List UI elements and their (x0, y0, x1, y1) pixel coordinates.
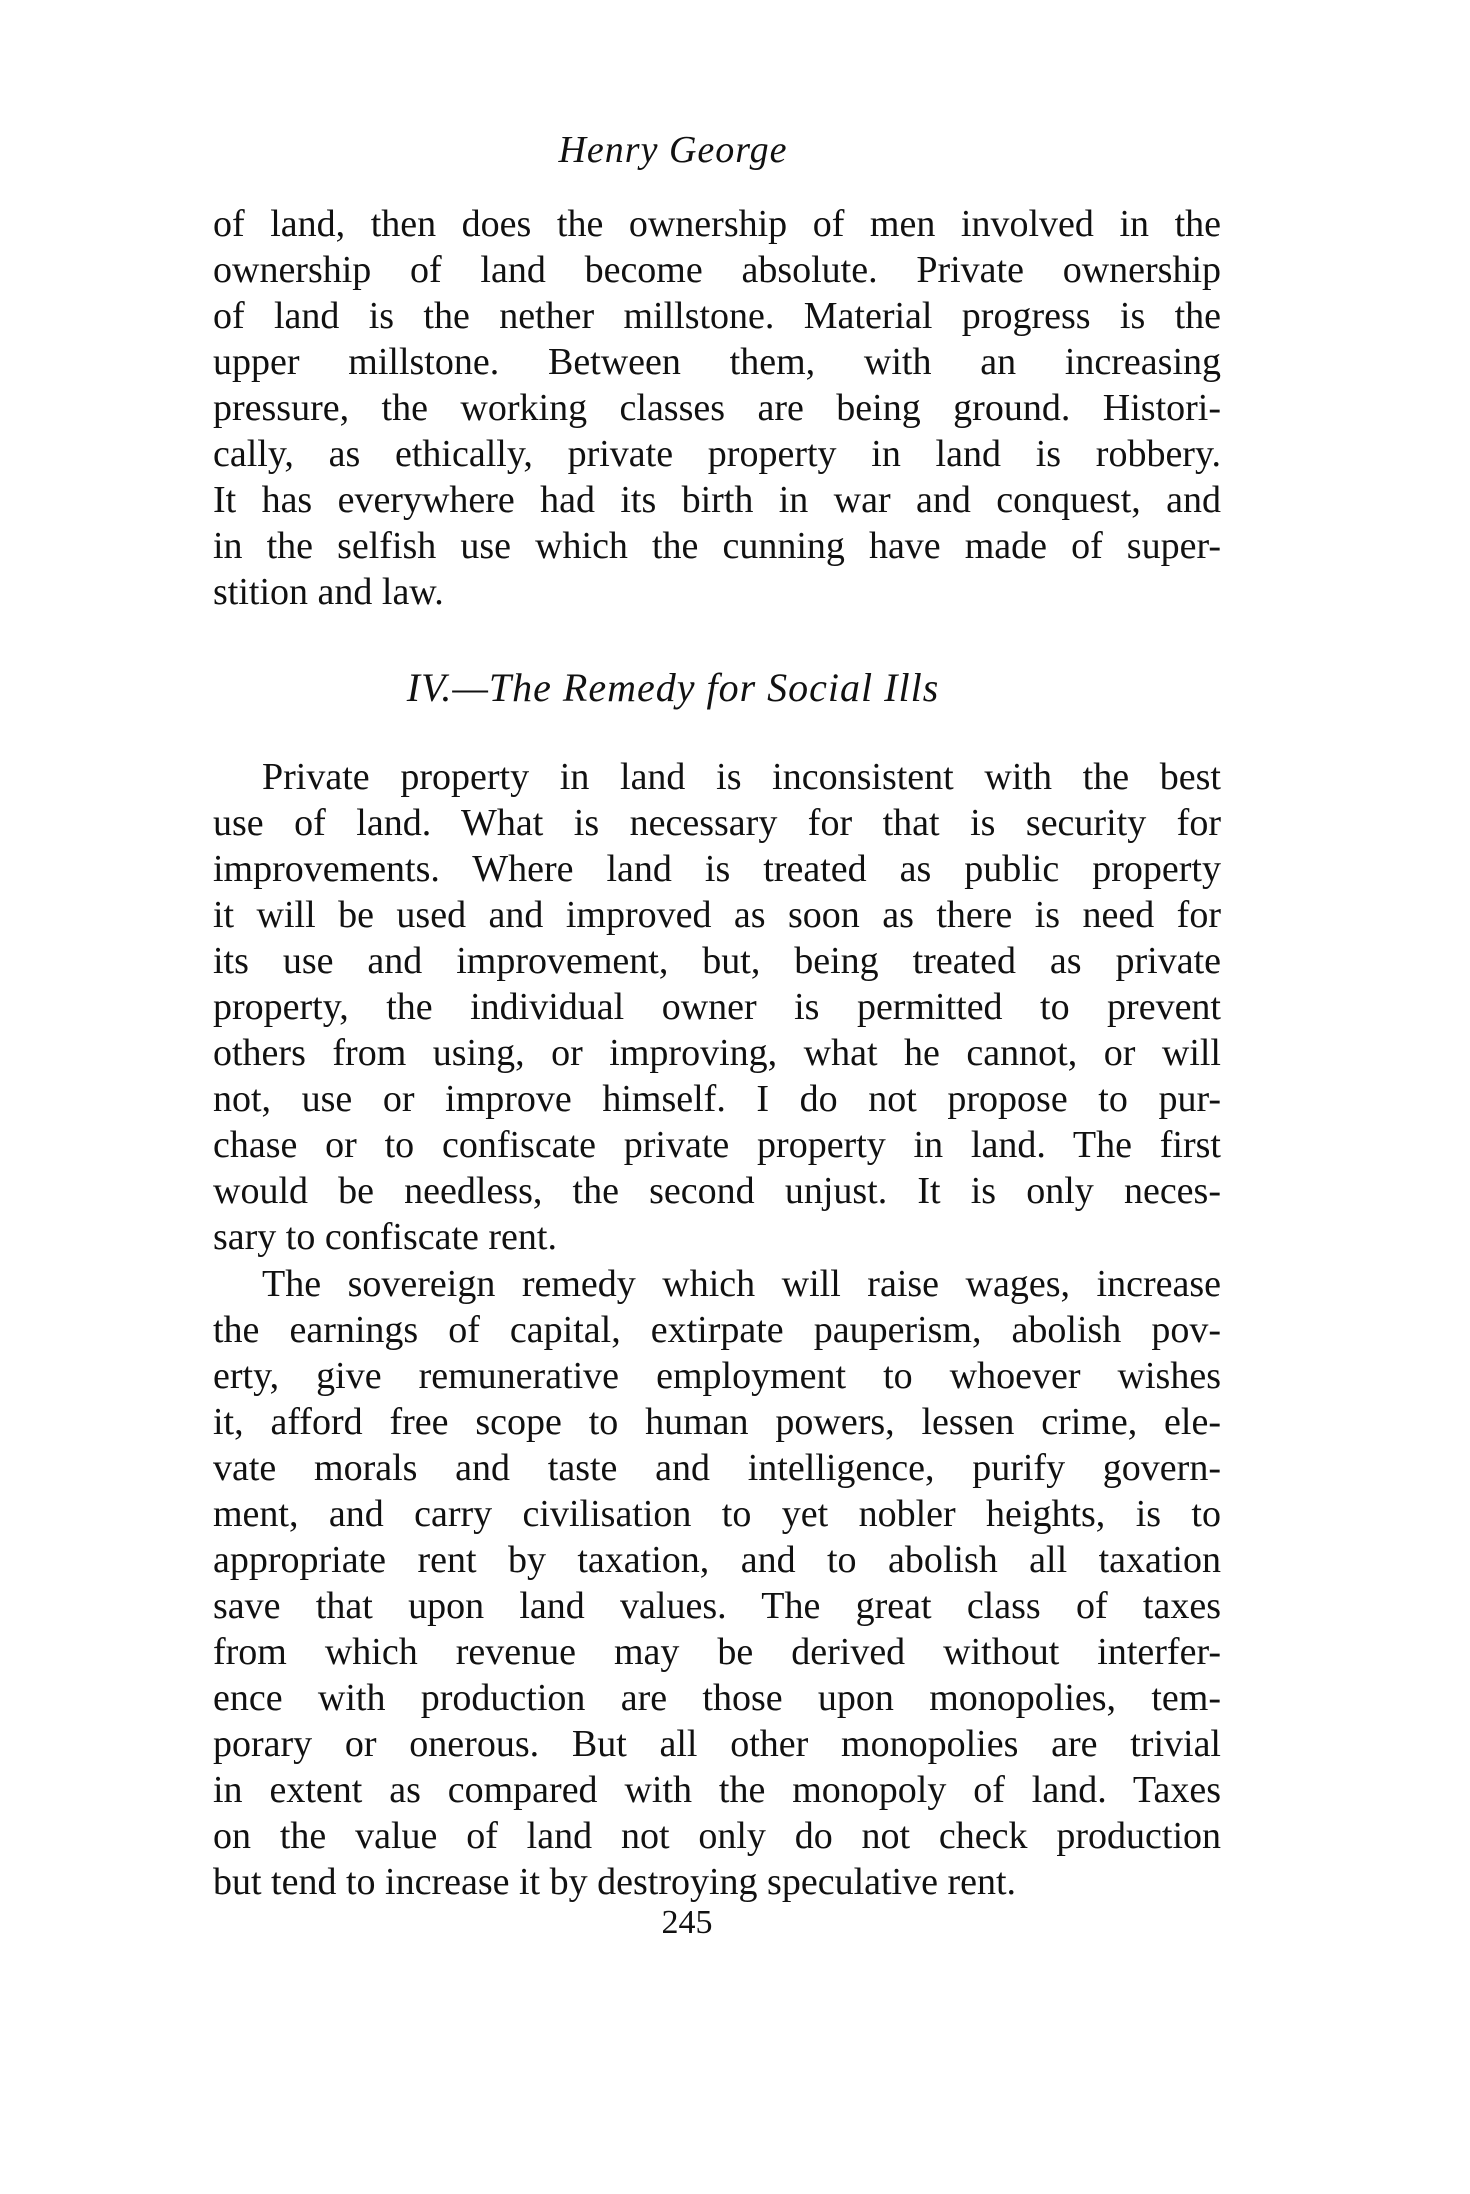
text-line: of land, then does the ownership of men involved in the (213, 203, 1221, 245)
text-line: The sovereign remedy which will raise wages, increase (262, 1263, 1221, 1305)
text-line: pressure, the working classes are being ground. Histori- (213, 387, 1221, 429)
text-line: sary to confiscate rent. (213, 1216, 557, 1258)
text-line: Private property in land is inconsistent with the best (262, 756, 1221, 798)
paragraph-remedy-intro (213, 754, 1221, 1260)
text-line: on the value of land not only do not check production (213, 1815, 1221, 1857)
text-line: it will be used and improved as soon as there is need for (213, 894, 1221, 936)
text-line: appropriate rent by taxation, and to abolish all taxation (213, 1539, 1221, 1581)
text-line: not, use or improve himself. I do not propose to pur- (213, 1078, 1221, 1120)
text-line: ment, and carry civilisation to yet nobler heights, is to (213, 1493, 1221, 1535)
text-line: of land is the nether millstone. Material progress is the (213, 295, 1221, 337)
text-line: use of land. What is necessary for that is security for (213, 802, 1221, 844)
text-line: in extent as compared with the monopoly of land. Taxes (213, 1769, 1221, 1811)
text-line: It has everywhere had its birth in war and conquest, and (213, 479, 1221, 521)
running-header: Henry George (558, 129, 788, 171)
paragraph-continuation (213, 201, 1221, 615)
text-line: porary or onerous. But all other monopolies are trivial (213, 1723, 1221, 1765)
text-line: improvements. Where land is treated as public property (213, 848, 1221, 890)
text-line: it, afford free scope to human powers, lessen crime, ele- (213, 1401, 1221, 1443)
text-line: property, the individual owner is permitted to prevent (213, 986, 1221, 1028)
text-line: the earnings of capital, extirpate pauperism, abolish pov- (213, 1309, 1221, 1351)
text-line: in the selfish use which the cunning have made of super- (213, 525, 1221, 567)
text-line: save that upon land values. The great class of taxes (213, 1585, 1221, 1627)
text-line: stition and law. (213, 571, 444, 613)
text-line: chase or to confiscate private property in land. The first (213, 1124, 1221, 1166)
text-line: would be needless, the second unjust. It is only neces- (213, 1170, 1221, 1212)
text-line: cally, as ethically, private property in land is robbery. (213, 433, 1221, 475)
text-line: others from using, or improving, what he cannot, or will (213, 1032, 1221, 1074)
text-line: from which revenue may be derived without interfer- (213, 1631, 1221, 1673)
text-line: ownership of land become absolute. Private ownership (213, 249, 1221, 291)
page-number: 245 (661, 1904, 713, 1941)
paragraph-sovereign-remedy (213, 1261, 1221, 1905)
text-line: vate morals and taste and intelligence, purify govern- (213, 1447, 1221, 1489)
text-line: upper millstone. Between them, with an increasing (213, 341, 1221, 383)
section-heading: IV.—The Remedy for Social Ills (406, 665, 940, 710)
text-line: ence with production are those upon monopolies, tem- (213, 1677, 1221, 1719)
text-line: but tend to increase it by destroying speculative rent. (213, 1861, 1017, 1903)
text-line: its use and improvement, but, being treated as private (213, 940, 1221, 982)
text-line: erty, give remunerative employment to whoever wishes (213, 1355, 1221, 1397)
